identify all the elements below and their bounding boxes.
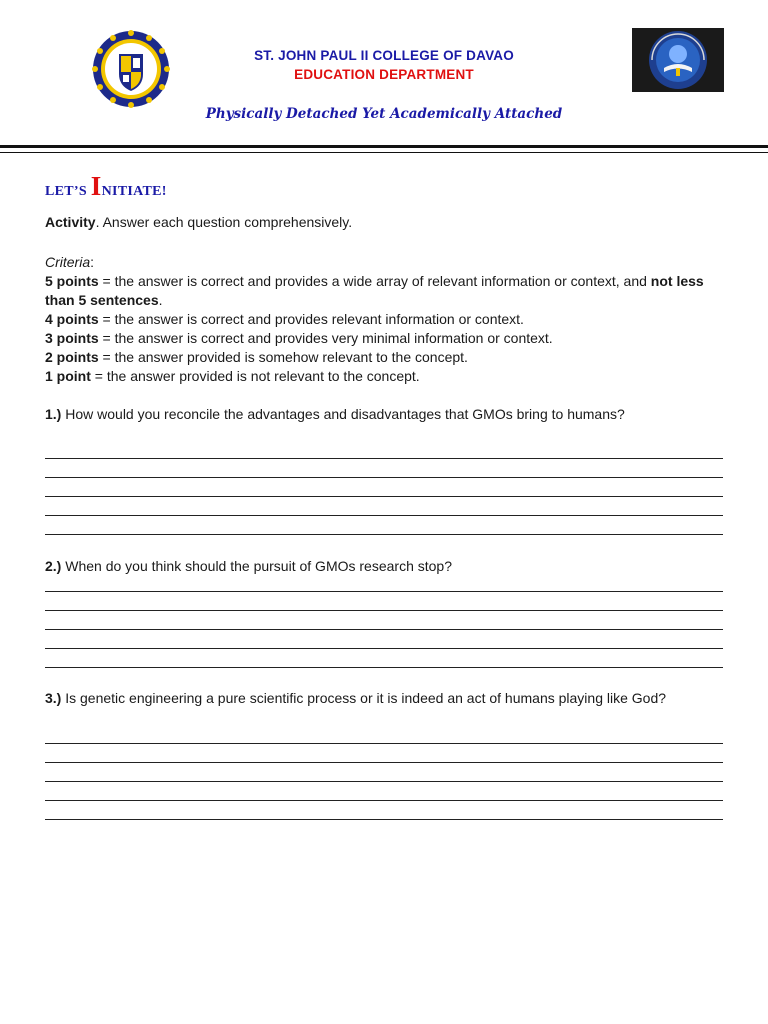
answer-line[interactable] xyxy=(45,458,723,459)
question-number: 2.) xyxy=(45,558,62,574)
criteria-item-4: 4 points = the answer is correct and provides relevant information or context. xyxy=(45,311,524,327)
criteria-points: 3 points xyxy=(45,330,99,346)
header-divider-thick xyxy=(0,145,768,148)
question-text: How would you reconcile the advantages and disadvantages that GMOs bring to humans? xyxy=(61,406,625,422)
question-text: Is genetic engineering a pure scientific process or it is indeed an act of humans playing like God? xyxy=(61,690,667,706)
criteria-item-3: 3 points = the answer is correct and provides very minimal information or context. xyxy=(45,330,553,346)
criteria-points: 5 points xyxy=(45,273,99,289)
answer-line[interactable] xyxy=(45,629,723,630)
answer-line[interactable] xyxy=(45,762,723,763)
criteria-points: 4 points xyxy=(45,311,99,327)
answer-line[interactable] xyxy=(45,591,723,592)
criteria-points: 1 point xyxy=(45,368,91,384)
question-1 xyxy=(45,405,723,424)
criteria-item-1: 1 point = the answer provided is not relevant to the concept. xyxy=(45,368,420,384)
criteria-emphasis: not less than 5 sentences xyxy=(45,273,704,308)
answer-line[interactable] xyxy=(45,667,723,668)
section-title xyxy=(45,171,167,202)
answer-line[interactable] xyxy=(45,496,723,497)
answer-line[interactable] xyxy=(45,534,723,535)
question-number: 3.) xyxy=(45,690,62,706)
section-title-prefix: LET’S xyxy=(45,184,91,199)
school-name: ST. JOHN PAUL II COLLEGE OF DAVAO xyxy=(254,48,514,63)
criteria-label: Criteria xyxy=(45,254,91,270)
section-title-rest: NITIATE! xyxy=(101,184,167,199)
criteria-heading: Criteria: xyxy=(45,254,95,270)
question-number: 1.) xyxy=(45,406,62,422)
header-divider-thin xyxy=(0,152,768,153)
activity-label: Activity xyxy=(45,214,96,230)
answer-line[interactable] xyxy=(45,515,723,516)
question-3 xyxy=(45,689,723,708)
school-motto: Physically Detached Yet Academically Attached xyxy=(205,106,563,122)
answer-line[interactable] xyxy=(45,610,723,611)
activity-instruction xyxy=(45,213,723,232)
answer-line[interactable] xyxy=(45,477,723,478)
criteria-points: 2 points xyxy=(45,349,99,365)
answer-line[interactable] xyxy=(45,781,723,782)
criteria-item-2: 2 points = the answer provided is somehow relevant to the concept. xyxy=(45,349,468,365)
department-name: EDUCATION DEPARTMENT xyxy=(294,67,474,82)
section-title-initial: I xyxy=(90,171,102,201)
answer-line[interactable] xyxy=(45,800,723,801)
activity-text: . Answer each question comprehensively. xyxy=(95,214,353,230)
answer-line[interactable] xyxy=(45,743,723,744)
criteria-item-5: 5 points = the answer is correct and provides a wide array of relevant information or context, and not less than 5 sentences. xyxy=(45,273,704,308)
answer-line[interactable] xyxy=(45,819,723,820)
question-2 xyxy=(45,557,723,576)
answer-line[interactable] xyxy=(45,648,723,649)
question-text: When do you think should the pursuit of GMOs research stop? xyxy=(61,558,452,574)
